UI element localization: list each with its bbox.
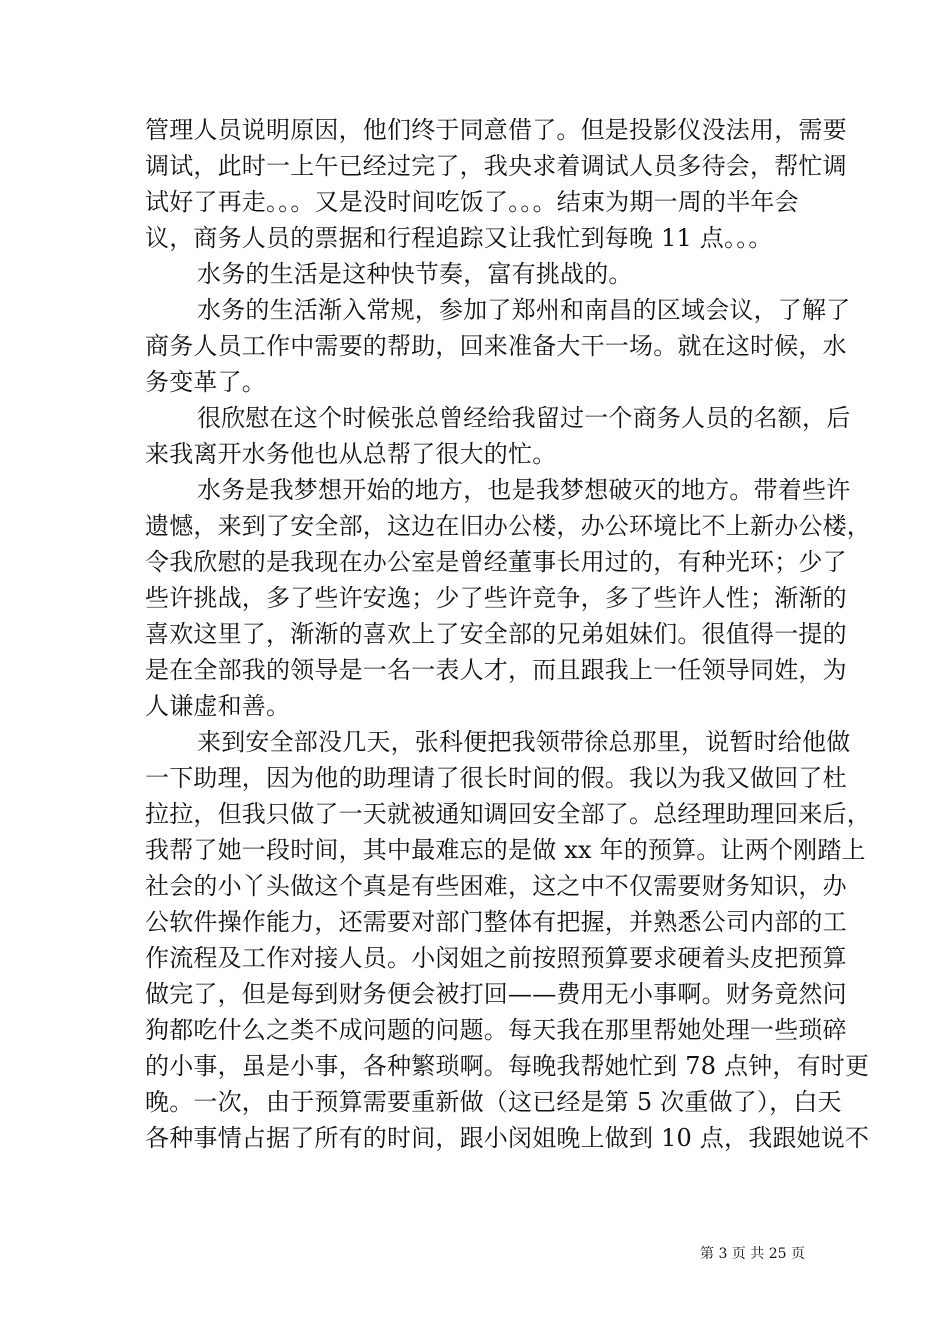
paragraph-line: 水务的生活是这种快节奏，富有挑战的。 [197,260,633,288]
text-line: 狗都吃什么之类不成问题的问题。每天我在那里帮她处理一些琐碎 [145,1016,847,1044]
text-line: 人谦虚和善。 [145,692,291,720]
text-line: 议，商务人员的票据和行程追踪又让我忙到每晚 11 点。。。 [145,224,773,252]
paragraph-line: 水务是我梦想开始的地方，也是我梦想破灭的地方。带着些许 [197,476,851,504]
paragraph-line: 来到安全部没几天，张科便把我领带徐总那里，说暂时给他做 [197,728,851,756]
page-number-footer: 第 3 页 共 25 页 [700,1246,805,1262]
paragraph-line: 很欣慰在这个时候张总曾经给我留过一个商务人员的名额，后 [197,404,851,432]
text-line: 商务人员工作中需要的帮助，回来准备大干一场。就在这时候，水 [145,332,847,360]
text-line: 做完了，但是每到财务便会被打回——费用无小事啊。财务竟然问 [145,980,847,1008]
text-line: 管理人员说明原因，他们终于同意借了。但是投影仪没法用，需要 [145,116,847,144]
text-line: 晚。一次，由于预算需要重新做（这已经是第 5 次重做了），白天 [145,1088,842,1116]
text-line: 我帮了她一段时间，其中最难忘的是做 xx 年的预算。让两个刚踏上 [145,836,866,864]
paragraph-line: 水务的生活渐入常规，参加了郑州和南昌的区域会议，了解了 [197,296,851,324]
text-line: 调试，此时一上午已经过完了，我央求着调试人员多待会，帮忙调 [145,152,847,180]
text-line: 作流程及工作对接人员。小闵姐之前按照预算要求硬着头皮把预算 [145,944,847,972]
text-line: 的小事，虽是小事，各种繁琐啊。每晚我帮她忙到 78 点钟，有时更 [145,1052,870,1080]
text-line: 喜欢这里了，渐渐的喜欢上了安全部的兄弟姐妹们。很值得一提的 [145,620,847,648]
text-line: 拉拉，但我只做了一天就被通知调回安全部了。总经理助理回来后， [145,800,871,828]
text-line: 一下助理，因为他的助理请了很长时间的假。我以为我又做回了杜 [145,764,847,792]
text-line: 遗憾，来到了安全部，这边在旧办公楼，办公环境比不上新办公楼， [145,512,871,540]
text-line: 来我离开水务他也从总帮了很大的忙。 [145,440,557,468]
text-line: 些许挑战，多了些许安逸；少了些许竞争，多了些许人性；渐渐的 [145,584,847,612]
text-line: 试好了再走。。。又是没时间吃饭了。。。结束为期一周的半年会 [145,188,799,216]
text-line: 各种事情占据了所有的时间，跟小闵姐晚上做到 10 点，我跟她说不 [145,1124,870,1152]
text-line: 令我欣慰的是我现在办公室是曾经董事长用过的，有种光环；少了 [145,548,847,576]
text-line: 社会的小丫头做这个真是有些困难，这之中不仅需要财务知识，办 [145,872,847,900]
text-line: 务变革了。 [145,368,266,396]
text-line: 是在全部我的领导是一名一表人才，而且跟我上一任领导同姓，为 [145,656,847,684]
text-line: 公软件操作能力，还需要对部门整体有把握，并熟悉公司内部的工 [145,908,847,936]
